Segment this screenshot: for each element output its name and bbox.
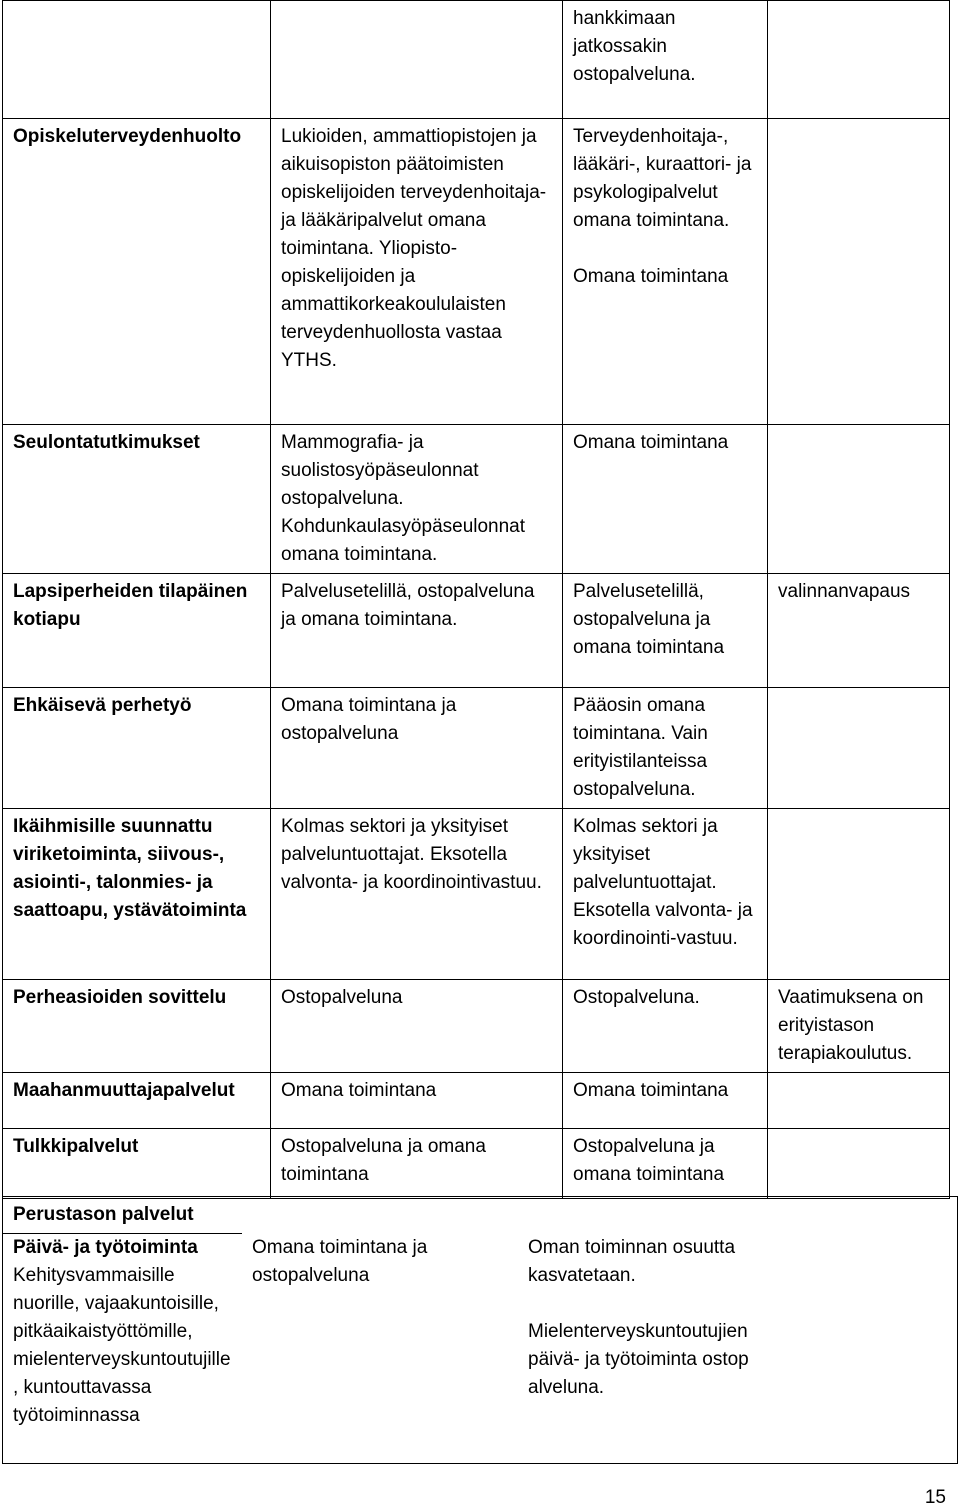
current-provision-cell: Omana toimintana ja ostopalveluna [271,688,563,809]
planned-provision-cell [563,119,768,425]
planned-provision-cell: Omana toimintana [563,425,768,574]
services-table [2,0,950,1199]
note-cell: Vaatimuksena on erityistason terapiakoulutus. [768,980,950,1073]
note-cell [768,1,950,119]
service-description: Kehitysvammaisille nuorille, vajaakuntoisille, pitkäaikaistyöttömille, mielenterveyskuntoutujille, kuntouttavassa työtoiminnassa [13,1265,231,1426]
service-cell: Perheasioiden sovittelu [3,980,271,1073]
note-cell [768,425,950,574]
note-cell [768,119,950,425]
planned-provision-cell: Ostopalveluna ja omana toimintana [563,1129,768,1199]
planned-provision-cell: Pääosin omana toimintana. Vain erityistilanteissa ostopalveluna. [563,688,768,809]
current-provision-cell: Kolmas sektori ja yksityiset palveluntuottajat. Eksotella valvonta- ja koordinointivastuu. [271,809,563,980]
current-provision-cell: Ostopalveluna [271,980,563,1073]
current-provision-cell: Omana toimintana [271,1073,563,1129]
empty-cell [508,1197,958,1234]
current-provision-cell: Lukioiden, ammattiopistojen ja aikuisopiston päätoimisten opiskelijoiden terveydenhoitaja- ja lääkäripalvelut omana toimintana. Yliopisto-opiskelijoiden ja ammattikorkeakoululaisten terveydenhuollosta vastaa YTHS. [271,119,563,425]
note-cell [768,1073,950,1129]
table-row [3,425,950,574]
note-cell [768,1129,950,1199]
table-row [3,1073,950,1129]
planned-provision-text: Terveydenhoitaja-, lääkäri-, kuraattori- ja psykologipalvelut omana toimintana. [573,126,752,231]
service-cell: Tulkkipalvelut [3,1129,271,1199]
planned-provision-text: Mielenterveyskuntoutujien päivä- ja työtoiminta ostopalveluna. [528,1320,749,1398]
table-row [3,119,950,425]
table-row [3,1129,950,1199]
table-row [3,980,950,1073]
service-cell: Seulontatutkimukset [3,425,271,574]
planned-provision-cell: Kolmas sektori ja yksityiset palveluntuottajat. Eksotella valvonta- ja koordinointi-vastuu. [563,809,768,980]
service-title: Päivä- ja työtoiminta [13,1237,198,1258]
current-provision-cell: Palvelusetelillä, ostopalveluna ja omana toimintana. [271,574,563,688]
service-cell [3,1234,243,1464]
note-cell: valinnanvapaus [768,574,950,688]
planned-provision-cell: Omana toimintana [563,1073,768,1129]
service-cell: Ehkäisevä perhetyö [3,688,271,809]
service-cell: Maahanmuuttajapalvelut [3,1073,271,1129]
table-row [3,809,950,980]
current-provision-cell [271,1,563,119]
table-header-row [3,1197,958,1234]
planned-provision-cell: Palvelusetelillä, ostopalveluna ja omana toimintana [563,574,768,688]
current-provision-cell: Ostopalveluna ja omana toimintana [271,1129,563,1199]
service-cell: Lapsiperheiden tilapäinen kotiapu [3,574,271,688]
current-provision-cell: Mammografia- ja suolistosyöpäseulonnat ostopalveluna. Kohdunkaulasyöpäseulonnat omana toimintana. [271,425,563,574]
planned-provision-text: Oman toiminnan osuutta kasvatetaan. [528,1236,736,1286]
service-cell: Opiskeluterveydenhuolto [3,119,271,425]
table-row [3,1,950,119]
table-row [3,574,950,688]
planned-provision-cell: hankkimaan jatkossakin ostopalveluna. [563,1,768,119]
planned-provision-text: Omana toimintana [573,266,729,287]
service-cell: Ikäihmisille suunnattu viriketoiminta, siivous-, asiointi-, talonmies- ja saattoapu, ystävätoiminta [3,809,271,980]
service-cell [3,1,271,119]
planned-provision-cell: Ostopalveluna. [563,980,768,1073]
basic-services-table [2,1196,958,1464]
note-cell [768,809,950,980]
table-row [3,688,950,809]
page-number: 15 [924,1487,946,1508]
note-cell [768,688,950,809]
current-provision-cell: Omana toimintana ja ostopalveluna [242,1234,508,1464]
empty-cell [242,1197,508,1234]
planned-provision-cell [508,1234,958,1464]
section-header: Perustason palvelut [3,1197,243,1234]
table-row [3,1234,958,1464]
